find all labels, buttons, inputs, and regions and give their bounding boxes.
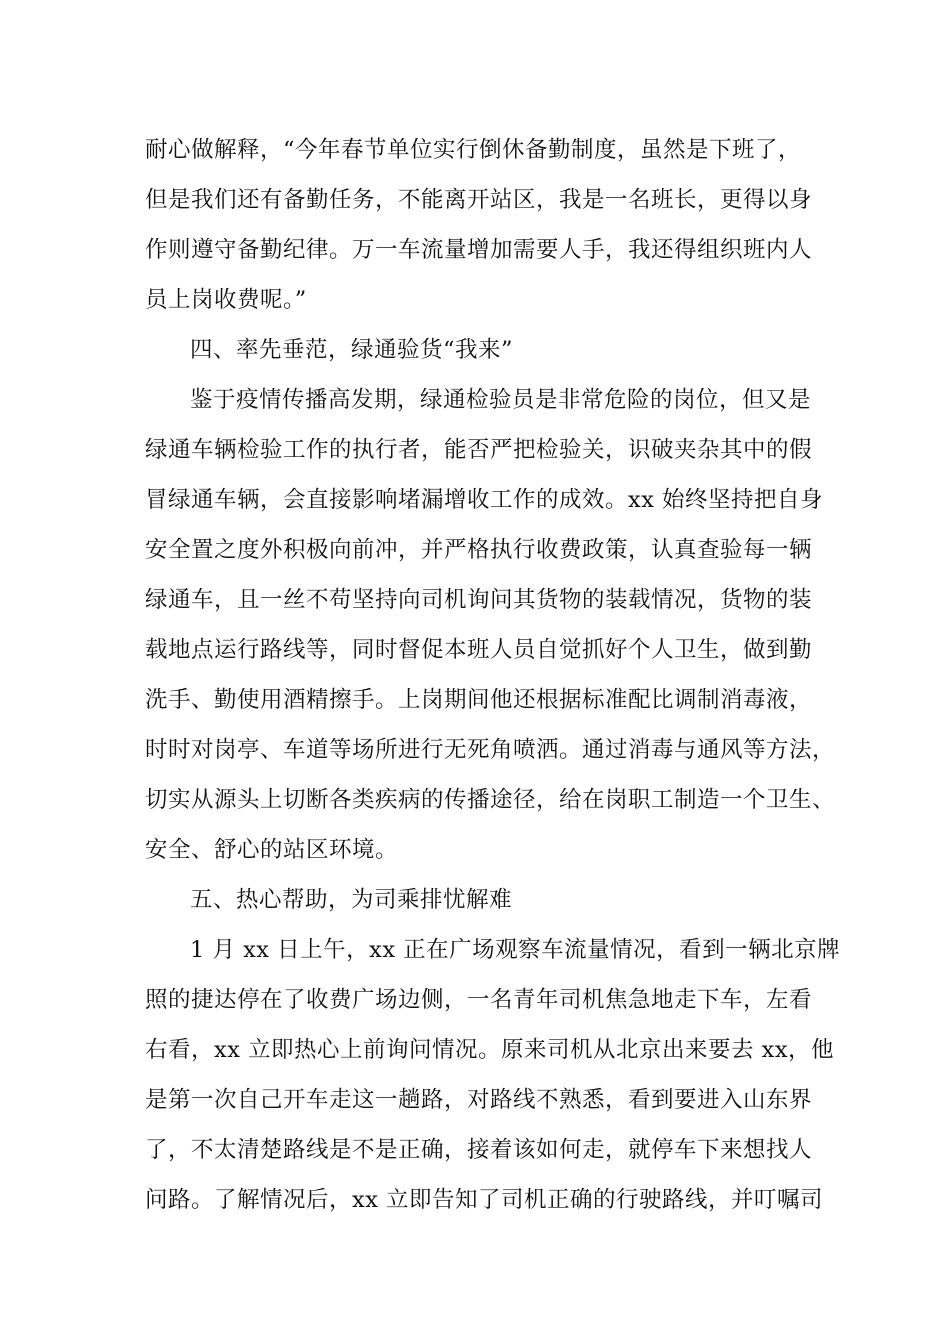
paragraph-line: 绿通车，且一丝不苟坚持向司机询问其货物的装载情况，货物的装 (145, 587, 813, 613)
section-heading: 五、热心帮助，为司乘排忧解难 (190, 887, 513, 913)
paragraph-line: 绿通车辆检验工作的执行者，能否严把检验关，识破夹杂其中的假 (145, 437, 813, 463)
paragraph-line: 安全置之度外积极向前冲，并严格执行收费政策，认真查验每一辆 (145, 537, 813, 563)
paragraph-line: 作则遵守备勤纪律。万一车流量增加需要人手，我还得组织班内人 (145, 237, 813, 263)
paragraph-line: 员上岗收费呢。” (145, 287, 307, 313)
paragraph-line: 时时对岗亭、车道等场所进行无死角喷洒。通过消毒与通风等方法， (145, 737, 836, 763)
paragraph-line: 耐心做解释，“今年春节单位实行倒休备勤制度，虽然是下班了， (145, 137, 802, 163)
paragraph-line: 右看，xx 立即热心上前询问情况。原来司机从北京出来要去 xx，他 (145, 1037, 835, 1063)
paragraph-line: 照的捷达停在了收费广场边侧，一名青年司机焦急地走下车，左看 (145, 987, 813, 1013)
paragraph-line: 但是我们还有备勤任务，不能离开站区，我是一名班长，更得以身 (145, 187, 813, 213)
paragraph-line: 了，不太清楚路线是不是正确，接着该如何走，就停车下来想找人 (145, 1137, 813, 1163)
paragraph-line: 1 月 xx 日上午，xx 正在广场观察车流量情况，看到一辆北京牌 (190, 937, 841, 963)
paragraph-line: 洗手、勤使用酒精擦手。上岗期间他还根据标准配比调制消毒液， (145, 687, 813, 713)
paragraph-line: 切实从源头上切断各类疾病的传播途径，给在岗职工制造一个卫生、 (145, 787, 836, 813)
paragraph-line: 问路。了解情况后，xx 立即告知了司机正确的行驶路线，并叮嘱司 (145, 1187, 824, 1213)
paragraph-line: 鉴于疫情传播高发期，绿通检验员是非常危险的岗位，但又是 (190, 387, 812, 413)
paragraph-line: 是第一次自己开车走这一趟路，对路线不熟悉，看到要进入山东界 (145, 1087, 813, 1113)
paragraph-line: 载地点运行路线等，同时督促本班人员自觉抓好个人卫生，做到勤 (145, 637, 813, 663)
section-heading: 四、率先垂范，绿通验货“我来” (190, 337, 514, 363)
paragraph-line: 安全、舒心的站区环境。 (145, 837, 399, 863)
paragraph-line: 冒绿通车辆，会直接影响堵漏增收工作的成效。xx 始终坚持把自身 (145, 487, 824, 513)
